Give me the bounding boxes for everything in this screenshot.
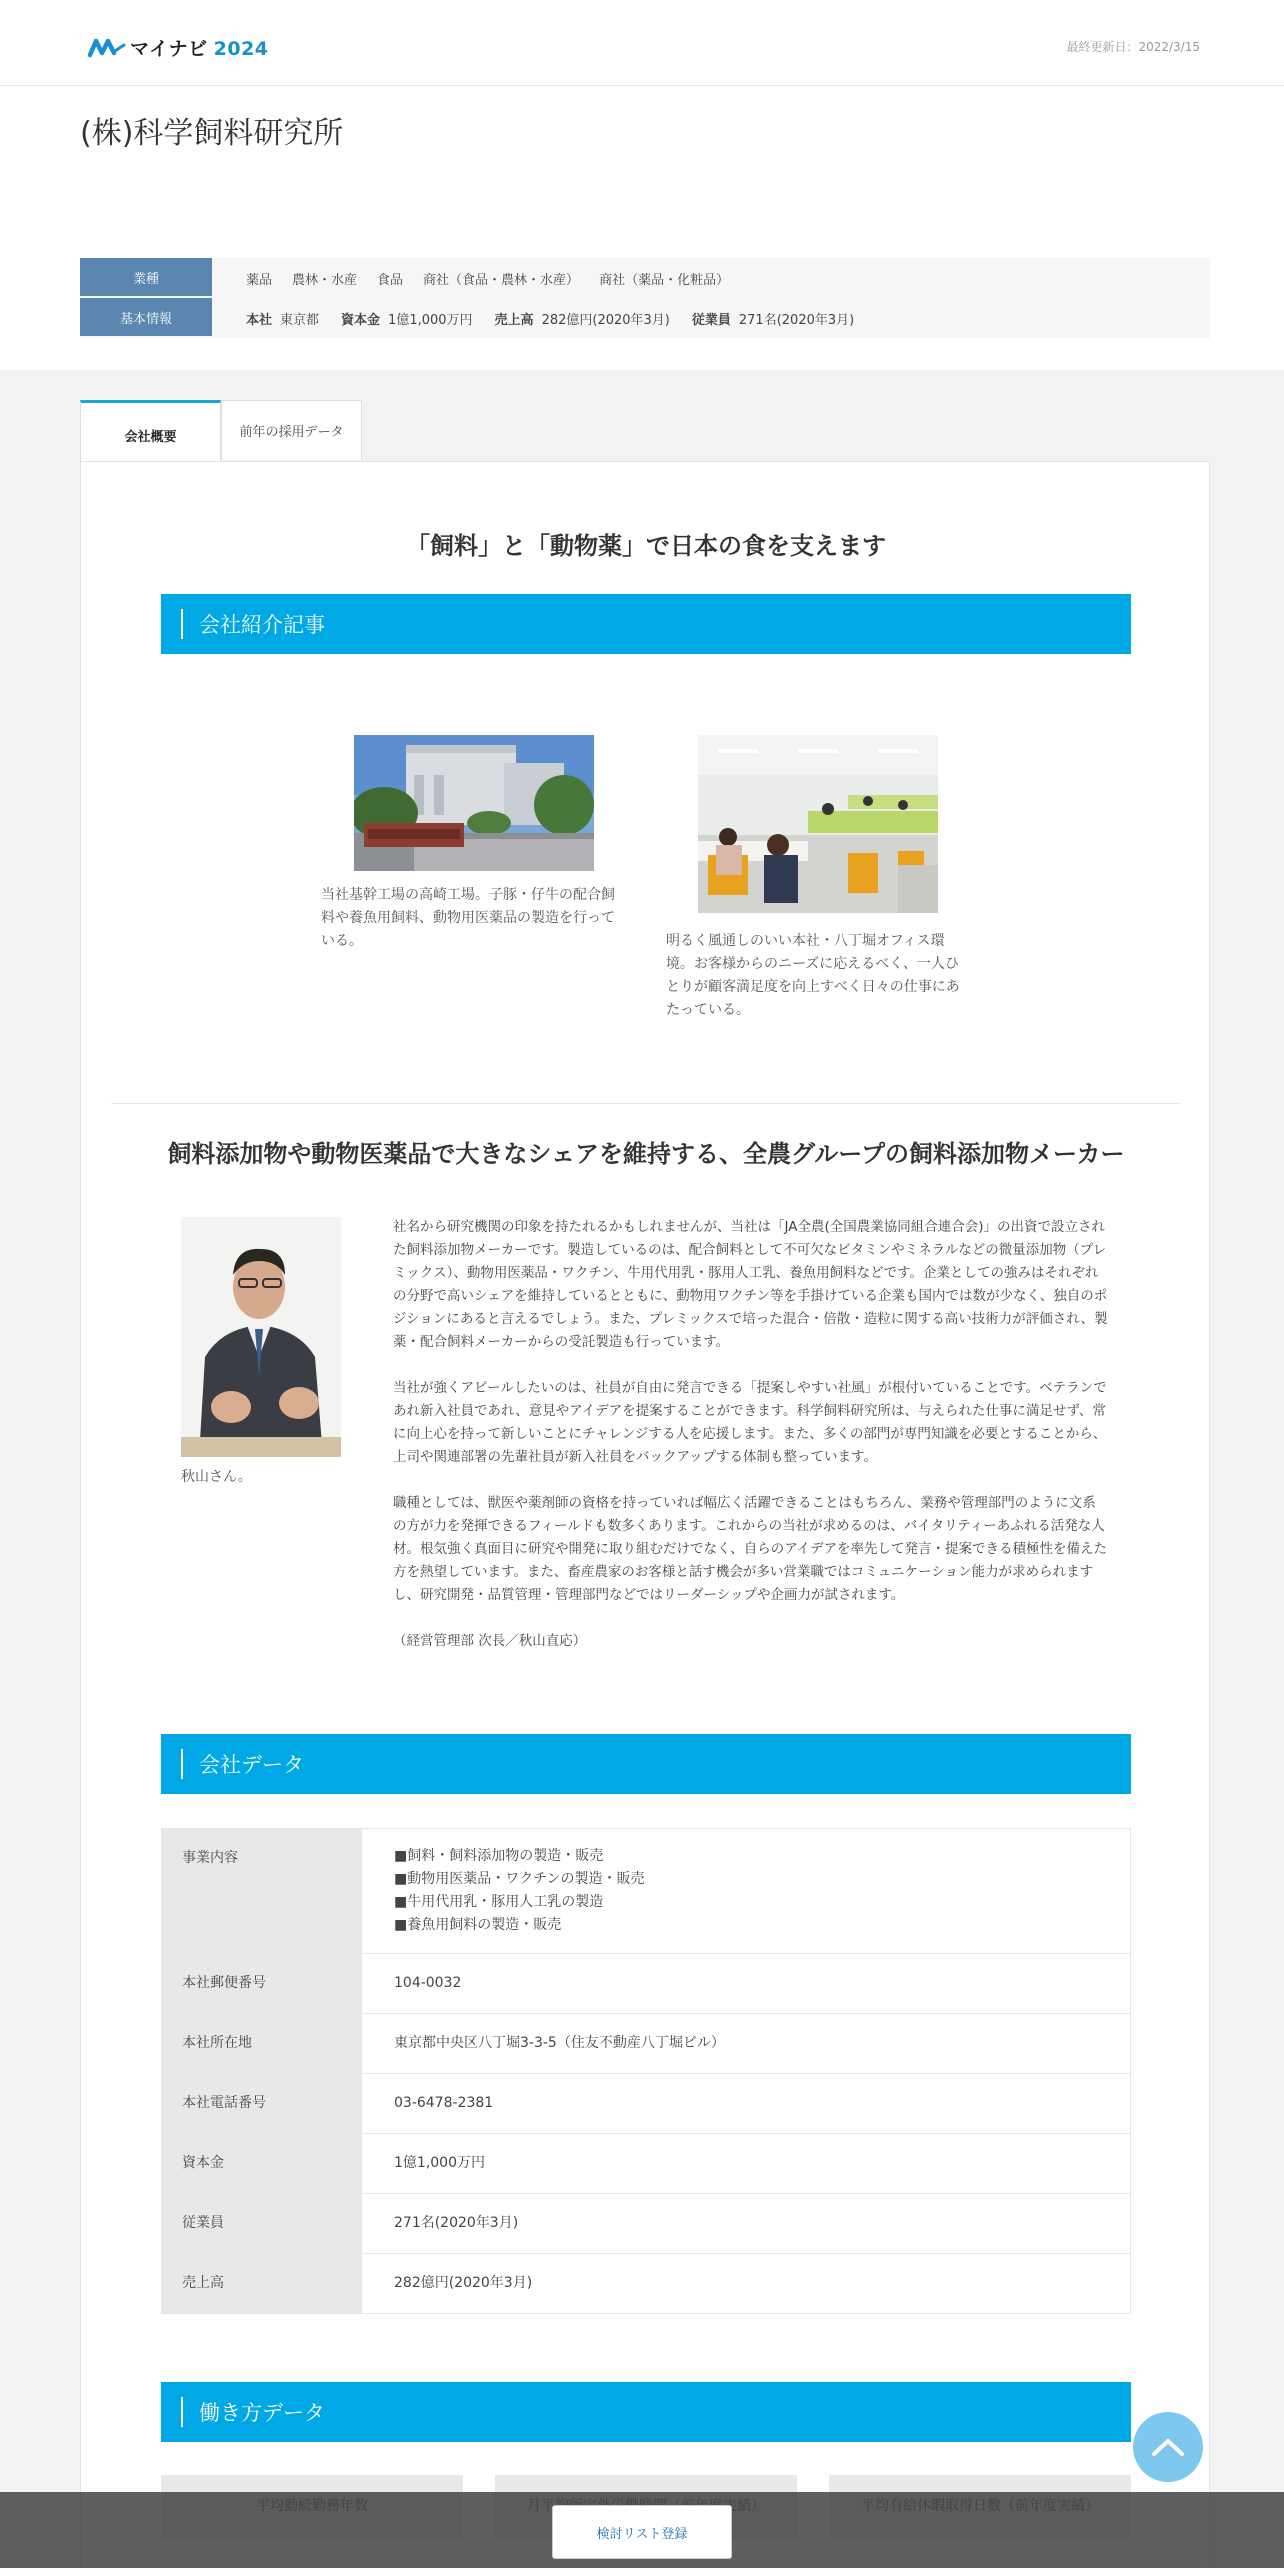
business-line: ■牛用代用乳・豚用人工乳の製造	[394, 1894, 604, 1910]
chevron-up-icon	[1150, 2436, 1186, 2458]
site-header	[0, 0, 1284, 86]
portrait-photo	[181, 1217, 341, 1457]
row-value: 1億1,000万円	[362, 2134, 1131, 2194]
table-row	[162, 2014, 1131, 2074]
industry-list	[212, 269, 729, 288]
business-line: ■動物用医薬品・ワクチンの製造・販売	[394, 1871, 645, 1887]
industry-item: 農林・水産	[292, 272, 358, 288]
basic-info-item: 従業員 271名(2020年3月)	[691, 312, 855, 328]
mynavi-logo[interactable]	[88, 34, 269, 60]
add-to-list-button[interactable]: 検討リスト登録	[552, 2505, 732, 2559]
mynavi-logo-icon	[88, 35, 128, 59]
company-name: (株)科学飼料研究所	[80, 116, 344, 151]
article-signature: （経営管理部 次長／秋山直応）	[393, 1633, 587, 1649]
office-photo	[698, 735, 938, 913]
article-body	[393, 1216, 1109, 1676]
section-header-company-data: 会社データ	[161, 1734, 1131, 1794]
table-row	[162, 1954, 1131, 2014]
row-label: 売上高	[162, 2254, 362, 2314]
row-value: 東京都中央区八丁堀3-3-5（住友不動産八丁堀ビル）	[362, 2014, 1131, 2074]
section-header-intro: 会社紹介記事	[161, 594, 1131, 654]
industry-item: 商社（薬品・化粧品）	[599, 272, 730, 288]
business-line: ■養魚用飼料の製造・販売	[394, 1917, 562, 1933]
scroll-to-top-button[interactable]	[1133, 2412, 1203, 2482]
article-paragraph: 当社が強くアピールしたいのは、社員が自由に発言できる「提案しやすい社風」が根付いていることです。ベテランであれ新入社員であれ、意見やアイデアを提案することができます。科学飼料研究所は、与えられた仕事に満足せず、常に向上心を持って新しいことにチャレンジする人を応援します。また、多くの部門が専門知識を必要とすることから、上司や関連部署の先輩社員が新入社員をバックアップする体制も整っています。	[393, 1380, 1107, 1465]
basic-info-label: 基本情報	[80, 298, 212, 336]
section-header-work-data: 働き方データ	[161, 2382, 1131, 2442]
row-value: 104-0032	[362, 1954, 1131, 2014]
industry-item: 食品	[377, 272, 404, 288]
industry-label: 業種	[80, 258, 212, 296]
basic-info-values	[212, 309, 854, 328]
article-headline: 飼料添加物や動物医薬品で大きなシェアを維持する、全農グループの飼料添加物メーカー	[167, 1140, 1125, 1168]
article-paragraph: 職種としては、獣医や薬剤師の資格を持っていれば幅広く活躍できることはもちろん、業務や管理部門のように文系の方が力を発揮できるフィールドも数多くあります。これからの当社が求めるのは、バイタリティーあふれる活発な人材。根気強く真面目に研究や開発に取り組むだけでなく、自らのアイデアを率先して発言・提案できる積極性を備えた方を熱望しています。また、畜産農家のお客様と話す機会が多い営業職ではコミュニケーション能力が求められますし、研究開発・品質管理・管理部門などではリーダーシップや企画力が試されます。	[393, 1495, 1108, 1603]
industry-item: 商社（食品・農林・水産）	[423, 272, 580, 288]
row-label: 事業内容	[162, 1829, 362, 1954]
industry-row	[80, 258, 1210, 298]
basic-info-item: 本社 東京都	[246, 312, 320, 328]
company-summary	[0, 86, 1284, 370]
company-data-table	[161, 1828, 1131, 2314]
table-row	[162, 2194, 1131, 2254]
section-divider	[111, 1103, 1181, 1104]
factory-caption: 当社基幹工場の高崎工場。子豚・仔牛の配合飼料や養魚用飼料、動物用医薬品の製造を行っている。	[321, 887, 615, 949]
main-panel	[80, 461, 1210, 2568]
catchphrase: 「飼料」と「動物薬」で日本の食を支えます	[406, 532, 886, 560]
factory-photo	[354, 735, 594, 871]
table-row	[162, 2074, 1131, 2134]
basic-info-item: 資本金 1億1,000万円	[341, 312, 473, 328]
table-row	[162, 2254, 1131, 2314]
row-value: 271名(2020年3月)	[362, 2194, 1131, 2254]
row-label: 本社電話番号	[162, 2074, 362, 2134]
row-value: 03-6478-2381	[362, 2074, 1131, 2134]
article-paragraph: 社名から研究機関の印象を持たれるかもしれませんが、当社は「JA全農(全国農業協同組合連合会)」の出資で設立された飼料添加物メーカーです。製造しているのは、配合飼料として不可欠なビタミンやミネラルなどの微量添加物（プレミックス）、動物用医薬品・ワクチン、牛用代用乳・豚用人工乳、養魚用飼料などです。企業としての強みはそれぞれの分野で高いシェアを維持しているとともに、動物用ワクチン等を手掛けている企業も国内では数が少なく、独自のポジションにあると言えるでしょう。また、プレミックスで培った混合・倍散・造粒に関する高い技術力が評価され、製薬・配合飼料メーカーからの受託製造も行っています。	[393, 1219, 1108, 1350]
page-tabs	[80, 400, 362, 462]
row-label: 従業員	[162, 2194, 362, 2254]
row-label: 資本金	[162, 2134, 362, 2194]
tab-previous-year-recruitment[interactable]: 前年の採用データ	[221, 400, 362, 460]
row-label: 本社所在地	[162, 2014, 362, 2074]
table-row	[162, 1829, 1131, 1954]
row-value	[362, 1829, 1131, 1954]
row-value: 282億円(2020年3月)	[362, 2254, 1131, 2314]
office-caption: 明るく風通しのいい本社・八丁堀オフィス環境。お客様からのニーズに応えるべく、一人ひとりが顧客満足度を向上すべく日々の仕事にあたっている。	[666, 933, 960, 1018]
portrait-caption: 秋山さん。	[181, 1469, 252, 1485]
basic-info-row	[80, 298, 1210, 338]
row-label: 本社郵便番号	[162, 1954, 362, 2014]
basic-info-item: 売上高 282億円(2020年3月)	[494, 312, 670, 328]
logo-text: マイナビ 2024	[130, 37, 269, 60]
table-row	[162, 2134, 1131, 2194]
company-info-table	[80, 258, 1210, 338]
last-updated: 最終更新日：2022/3/15	[1066, 40, 1200, 54]
industry-item: 薬品	[246, 272, 273, 288]
business-line: ■飼料・飼料添加物の製造・販売	[394, 1848, 604, 1864]
tab-company-overview[interactable]: 会社概要	[80, 400, 221, 462]
